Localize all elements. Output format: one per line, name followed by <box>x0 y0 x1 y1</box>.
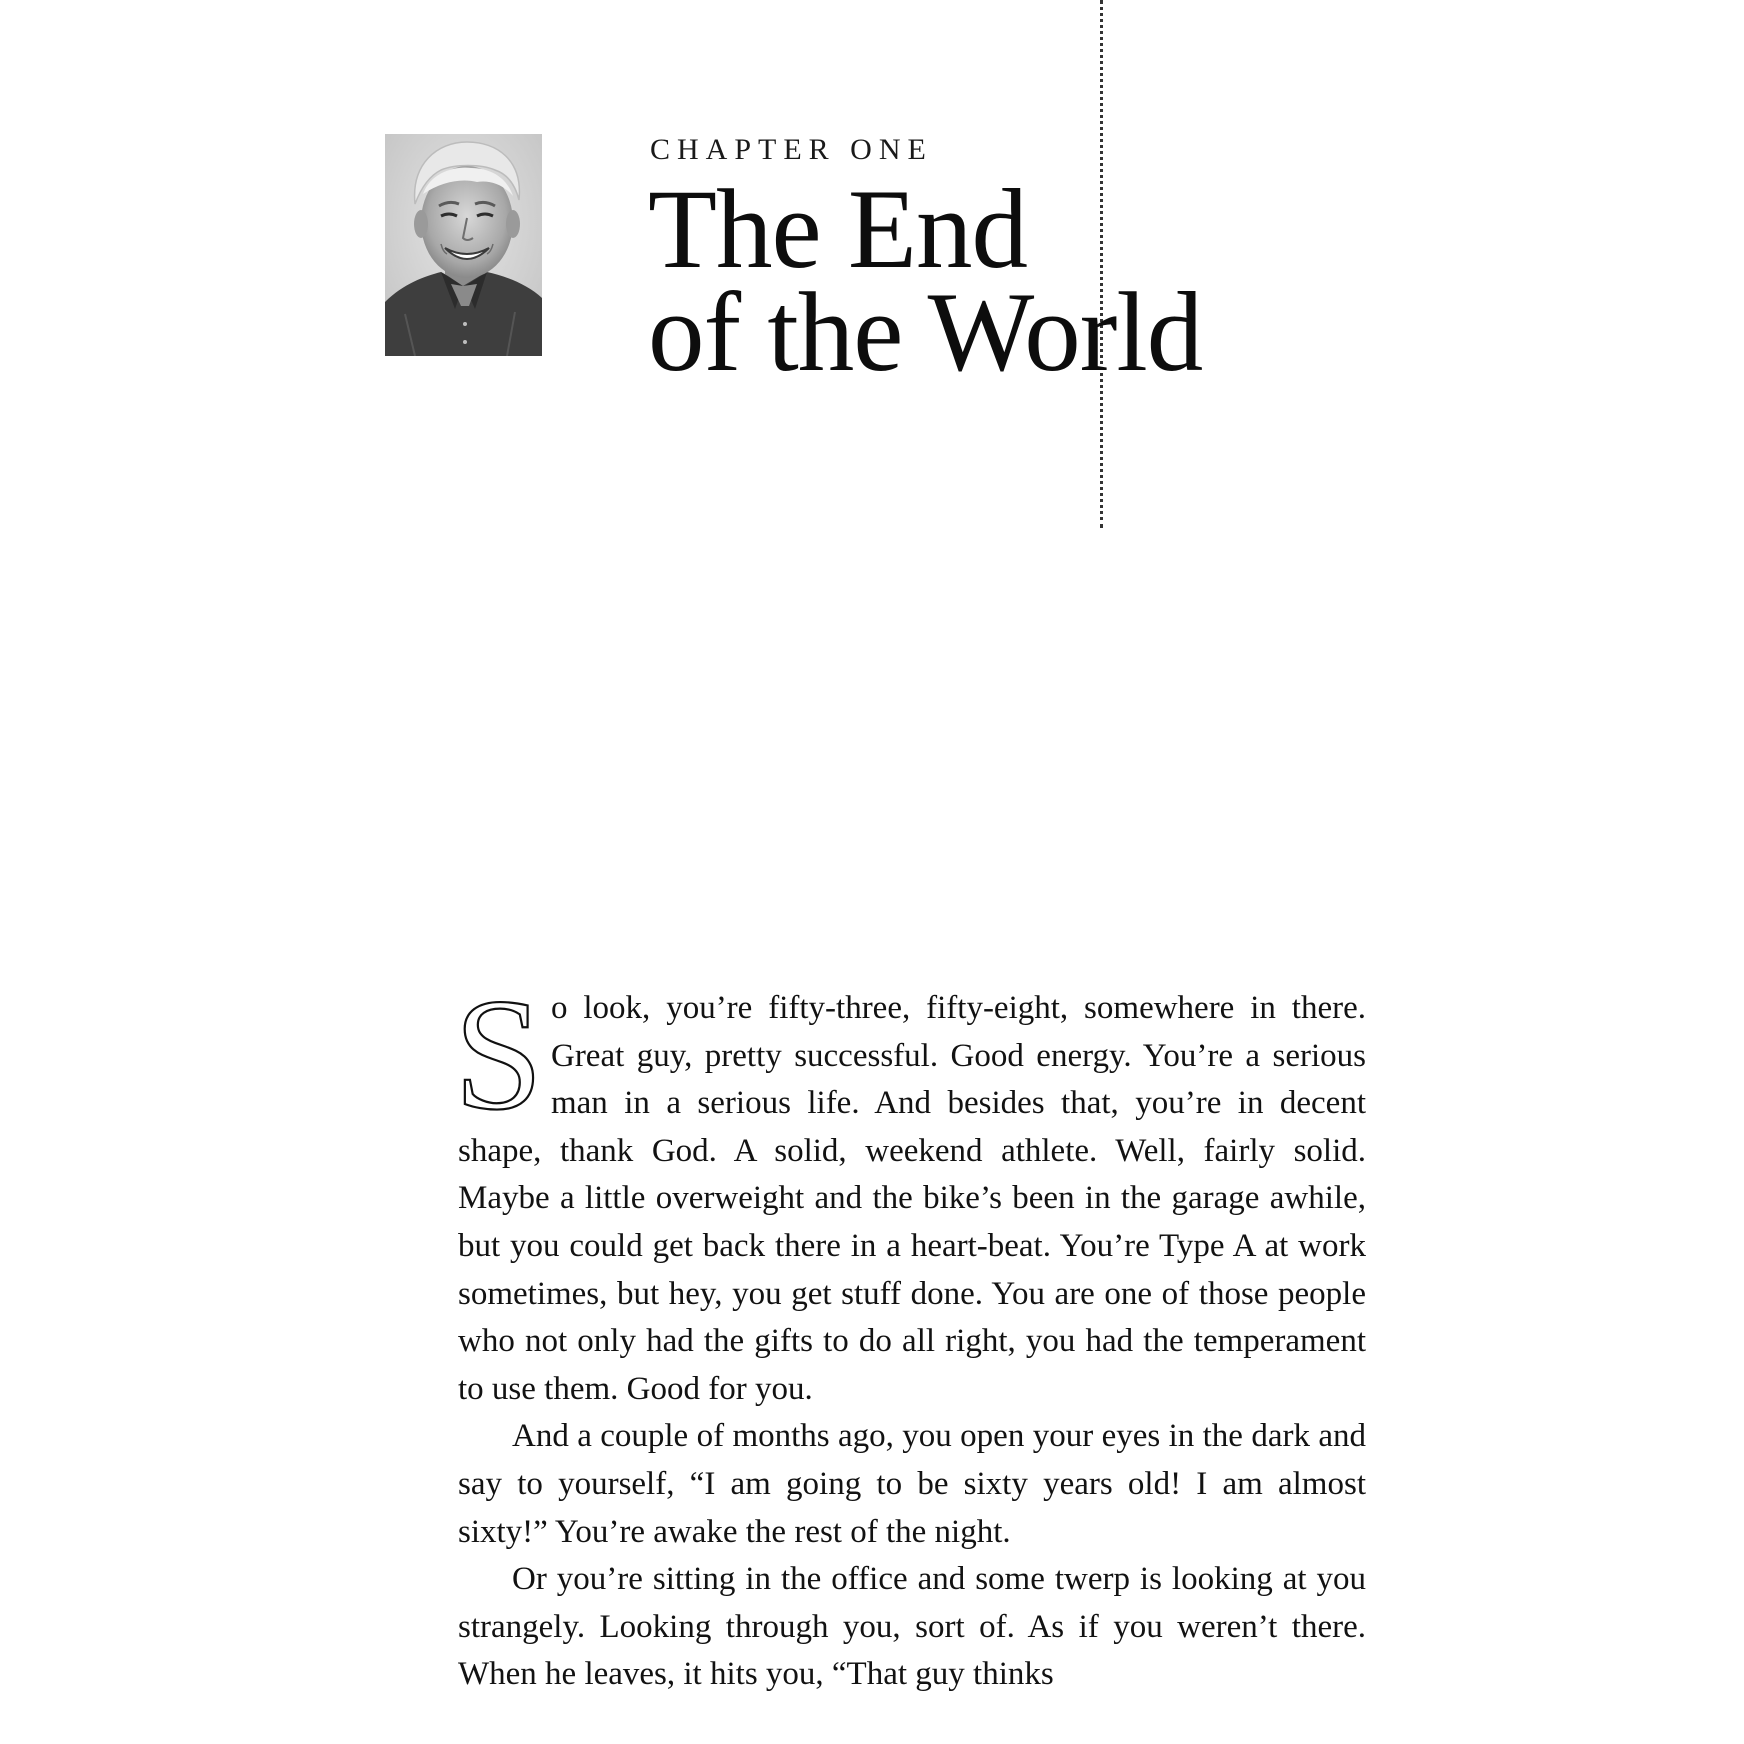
chapter-label: CHAPTER ONE <box>650 133 933 166</box>
paragraph-3: Or you’re sitting in the office and some twerp is looking at you strangely. Looking through you, sort of. As if you weren’t there. When he leaves, it hits you, “That guy thinks <box>458 1561 1366 1693</box>
paragraph-1 <box>454 965 1366 1413</box>
chapter-title-line-1: The End <box>648 167 1027 292</box>
body-text <box>454 965 1366 1699</box>
paragraph-1-text: o look, you’re fifty-three, fifty-eight, somewhere in there. Great guy, pretty successful. Good energy. You’re a serious man in a serious life. And besides that, you’re in decent shape, thank God. A solid, weekend athlete. Well, fairly solid. Maybe a little overweight and the bike’s been in the garage awhile, but you could get back there in a heart-beat. You’re Type A at work sometimes, but hey, you get stuff done. You are one of those people who not only had the gifts to do all right, you had the temperament to use them. Good for you. <box>458 990 1366 1407</box>
chapter-title <box>648 167 1308 395</box>
author-portrait-icon <box>385 134 542 356</box>
drop-cap: S <box>454 965 543 1143</box>
author-photo <box>385 134 542 356</box>
paragraph-2: And a couple of months ago, you open your eyes in the dark and say to yourself, “I am going to be sixty years old! I am almost sixty!” You’re awake the rest of the night. <box>458 1418 1366 1550</box>
chapter-title-line-2: of the World <box>648 270 1203 395</box>
